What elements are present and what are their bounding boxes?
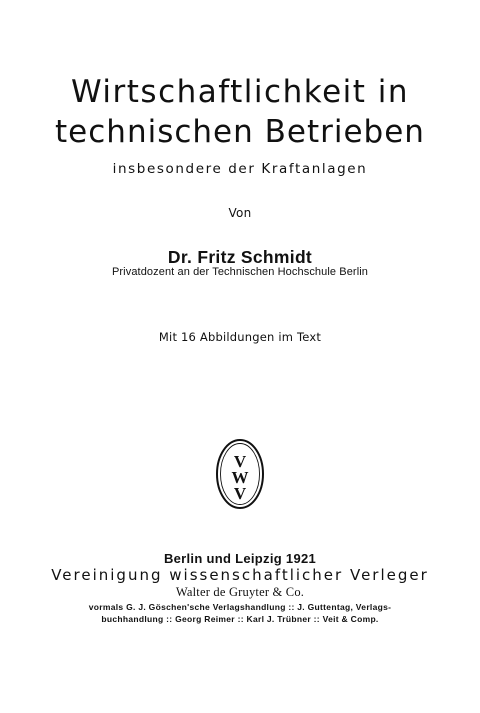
- illustrations-note: Mit 16 Abbildungen im Text: [158, 330, 322, 344]
- book-subtitle: insbesondere der Kraftanlagen: [112, 161, 368, 177]
- vwv-publisher-emblem-icon: [215, 438, 265, 510]
- publisher-name: Vereinigung wissenschaftlicher Verleger: [51, 566, 429, 584]
- former-publishers-line-1: vormals G. J. Göschen'sche Verlagshandlung :: J. Guttentag, Verlags-: [88, 602, 392, 612]
- book-title-line-1: Wirtschaftlichkeit in: [70, 74, 410, 110]
- by-label: Von: [228, 206, 252, 220]
- place-and-year: Berlin und Leipzig 1921: [163, 551, 317, 566]
- book-title-line-2: technischen Betrieben: [55, 114, 425, 150]
- author-affiliation: Privatdozent an der Technischen Hochschule Berlin: [111, 266, 368, 278]
- author-name: Dr. Fritz Schmidt: [167, 247, 313, 267]
- logo-letter-middle: W: [231, 468, 249, 487]
- former-publishers-line-2: buchhandlung :: Georg Reimer :: Karl J. Trübner :: Veit & Comp.: [101, 614, 379, 624]
- logo-letter-top: V: [233, 452, 247, 471]
- logo-letter-bottom: V: [233, 484, 247, 503]
- publisher-firm: Walter de Gruyter & Co.: [175, 585, 305, 599]
